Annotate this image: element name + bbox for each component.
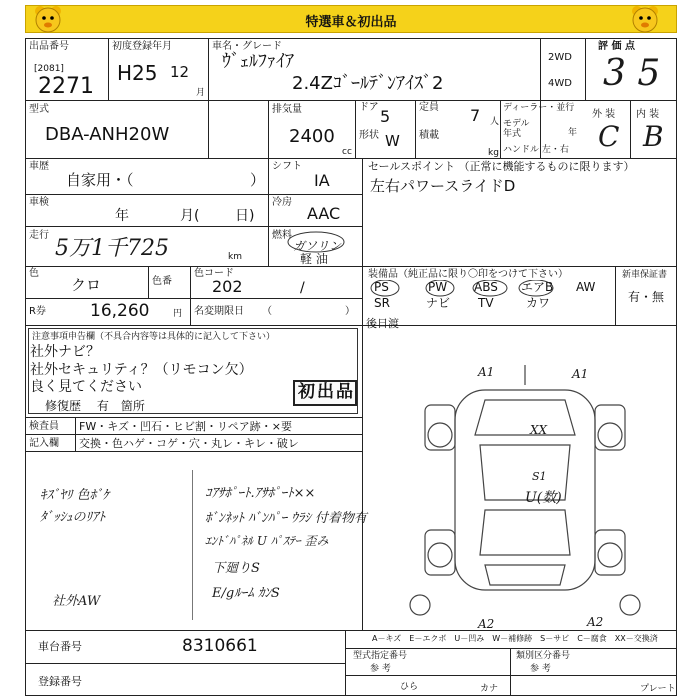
type-no-label: 型式指定番号 bbox=[353, 651, 408, 661]
equip-ps: PS bbox=[374, 280, 389, 294]
fuel-gas: ガソリン bbox=[293, 239, 342, 253]
model-label: 型式 bbox=[29, 104, 49, 115]
color-code-label: 色コード bbox=[194, 268, 234, 279]
registration-label: 初度登録年月 bbox=[112, 41, 172, 52]
shift-label: シフト bbox=[272, 161, 302, 172]
hw-right-3: ｴﾝﾄﾞﾊﾟﾈﾙ U ﾊﾟｽﾃｰ 歪み bbox=[205, 534, 329, 548]
reg-no-label: 登録番号 bbox=[38, 675, 82, 688]
color-label: 色 bbox=[29, 268, 39, 279]
notes-label: 注意事項申告欄（不具合内容等は具体的に記入して下さい） bbox=[32, 332, 276, 342]
registration-month-unit: 月 bbox=[196, 88, 206, 98]
chassis-value: 8310661 bbox=[182, 636, 258, 656]
equip-circle-marks bbox=[366, 280, 612, 312]
registration-era-year: H25 bbox=[117, 61, 158, 85]
lot-label: 出品番号 bbox=[29, 41, 69, 52]
new-car-warranty-label: 新車保証書 bbox=[622, 270, 668, 280]
hira-label: ひら bbox=[400, 682, 419, 692]
vehicle-grade: 2.4Zｺﾞｰﾙﾃﾞﾝｱｲｽﾞ2 bbox=[292, 73, 444, 94]
new-car-warranty-value: 有・無 bbox=[628, 290, 665, 304]
score-value: 3 5 bbox=[603, 53, 661, 94]
entry-codes: 交換・色ハゲ・コゲ・穴・丸レ・キレ・破レ bbox=[79, 437, 299, 450]
mileage-label: 走行 bbox=[29, 230, 49, 241]
aircon-label: 冷房 bbox=[272, 197, 292, 208]
equip-navi: ナビ bbox=[426, 296, 451, 310]
color-no-label: 色番 bbox=[152, 276, 172, 287]
fuel-label: 燃料 bbox=[272, 230, 292, 241]
equip-abs: ABS bbox=[474, 280, 498, 294]
hw-right-4: 下廻りS bbox=[212, 561, 260, 576]
ref2-label: 参 考 bbox=[530, 664, 551, 674]
header-title: 特選車＆初出品 bbox=[305, 15, 397, 30]
model-value: DBA-ANH20W bbox=[45, 124, 170, 145]
class-no-label: 類別区分番号 bbox=[516, 651, 571, 661]
doors-value: 5 bbox=[380, 107, 391, 126]
load-label: 積載 bbox=[419, 130, 439, 141]
inspection-year: 年 bbox=[115, 208, 129, 224]
interior-label: 内 装 bbox=[636, 109, 660, 120]
displacement-label: 排気量 bbox=[272, 104, 302, 115]
inspection-label: 車検 bbox=[29, 197, 49, 208]
mark-u: U(数) bbox=[525, 490, 562, 506]
equipment-grid bbox=[366, 280, 612, 312]
name-change-slash: / bbox=[300, 280, 305, 296]
shift-value: IA bbox=[314, 171, 330, 190]
score-label: 評 価 点 bbox=[598, 41, 635, 52]
recycle-unit: 円 bbox=[173, 309, 183, 319]
diagram-legend: A－キズ E－エクボ U－凹み W－補修跡 S－サビ C－腐食 XX－交換済 bbox=[372, 634, 658, 643]
exterior-value: C bbox=[598, 120, 620, 153]
sales-point-value: 左右パワースライドD bbox=[370, 177, 516, 195]
displacement-value: 2400 bbox=[289, 126, 335, 147]
dealer-label: ディーラー・並行 bbox=[503, 103, 575, 113]
rear-seat-label: 後日渡 bbox=[366, 317, 399, 330]
drive-4wd: 4WD bbox=[548, 78, 572, 89]
history-label: 車歴 bbox=[29, 161, 49, 172]
equip-aw: AW bbox=[576, 280, 596, 294]
hw-left-2: ﾀﾞｯｼｭのﾘｱﾄ bbox=[40, 510, 106, 525]
lot-number: 2271 bbox=[38, 74, 94, 99]
name-change-close: ） bbox=[345, 306, 355, 317]
vehicle-name: ｳﾞｪﾙﾌｧｲｱ bbox=[222, 51, 294, 72]
plate-label: プレート bbox=[640, 684, 676, 694]
equip-pw: PW bbox=[428, 280, 448, 294]
load-unit: kg bbox=[488, 148, 499, 158]
hw-right-5: E/gﾙｰﾑ ｶﾝS bbox=[212, 586, 280, 601]
doors-label: ドア bbox=[359, 102, 379, 113]
registration-month: 12 bbox=[170, 63, 190, 81]
mark-s1: S1 bbox=[532, 470, 547, 483]
mileage-unit: km bbox=[228, 252, 242, 262]
dealer-model-year-label: モデル 年式 bbox=[503, 119, 530, 139]
mileage-value: 5万1千725 bbox=[55, 236, 169, 261]
history-value: 自家用・（ bbox=[66, 171, 134, 189]
inspector-codes: FW・キズ・凹石・ヒビ割・リペア跡・×要 bbox=[79, 420, 292, 433]
capacity-value: 7 bbox=[470, 106, 481, 125]
recycle-label: R券 bbox=[29, 306, 46, 317]
displacement-unit: cc bbox=[342, 147, 352, 157]
mark-a1-right: A1 bbox=[572, 367, 589, 381]
capacity-label: 定員 bbox=[419, 102, 439, 113]
vehicle-name-label: 車名・グレード bbox=[212, 41, 282, 52]
equip-leather: カワ bbox=[526, 296, 551, 310]
history-close: ） bbox=[250, 171, 266, 189]
equip-sr: SR bbox=[374, 296, 390, 310]
mark-a2-right: A2 bbox=[587, 615, 604, 629]
lot-sub: [2081] bbox=[34, 64, 64, 74]
notes-line-4: 修復歴 有 箇所 bbox=[45, 399, 145, 413]
bear-logo-right-icon bbox=[630, 4, 660, 34]
color-value: クロ bbox=[71, 276, 102, 294]
fuel-diesel: 軽 油 bbox=[300, 252, 328, 266]
dealer-handle: ハンドル 左・右 bbox=[503, 145, 569, 155]
notes-line-3: 良く見てください bbox=[30, 379, 142, 395]
exterior-label: 外 装 bbox=[592, 109, 616, 120]
inspection-day: 日) bbox=[235, 208, 255, 224]
aircon-value: AAC bbox=[307, 204, 341, 223]
name-change-label: 名変期限日 bbox=[194, 306, 244, 317]
stamp-text: 初出品 bbox=[298, 382, 355, 402]
inspector-label: 検査員 bbox=[29, 421, 59, 432]
sales-point-label: セールスポイント （正常に機能するものに限ります） bbox=[368, 160, 635, 173]
drive-2wd: 2WD bbox=[548, 52, 572, 63]
shape-label: 形状 bbox=[359, 130, 379, 141]
mark-xx: XX bbox=[530, 423, 548, 437]
equip-tv: TV bbox=[478, 296, 494, 310]
hw-right-2: ﾎﾞﾝﾈｯﾄ ﾊﾞﾝﾊﾟｰ ｳﾗｼ 付着物有 bbox=[205, 511, 367, 526]
inspection-month: 月( bbox=[180, 208, 200, 224]
equipment-label: 装備品（純正品に限り〇印をつけて下さい） bbox=[368, 269, 568, 280]
capacity-unit: 人 bbox=[490, 117, 500, 127]
mark-a1-left: A1 bbox=[478, 365, 495, 379]
mark-a2-left: A2 bbox=[478, 617, 495, 631]
bear-logo-left-icon bbox=[33, 4, 63, 34]
recycle-value: 16,260 bbox=[90, 301, 150, 321]
hw-left-1: ｷｽﾞﾔﾘ 色ﾎﾞｹ bbox=[40, 488, 110, 503]
ref1-label: 参 考 bbox=[370, 664, 391, 674]
color-code-value: 202 bbox=[212, 277, 243, 296]
kana-label: カナ bbox=[480, 684, 499, 694]
dealer-year-unit: 年 bbox=[568, 128, 578, 138]
shape-value: W bbox=[385, 132, 400, 150]
entry-label: 記入欄 bbox=[29, 438, 59, 449]
interior-value: B bbox=[643, 120, 664, 153]
notes-line-2: 社外セキュリティ？（リモコン欠） bbox=[30, 362, 253, 378]
fuel-circle-mark bbox=[286, 230, 346, 254]
hw-right-1: ｺｱｻﾎﾟｰﾄ.ｱｻﾎﾟｰﾄ×× bbox=[205, 486, 316, 501]
chassis-label: 車台番号 bbox=[38, 640, 82, 653]
notes-line-1: 社外ナビ？ bbox=[30, 344, 100, 360]
hw-left-aw: 社外AW bbox=[52, 594, 101, 609]
name-change-open: （ bbox=[262, 306, 272, 317]
equip-airbag: エアB bbox=[521, 280, 554, 294]
